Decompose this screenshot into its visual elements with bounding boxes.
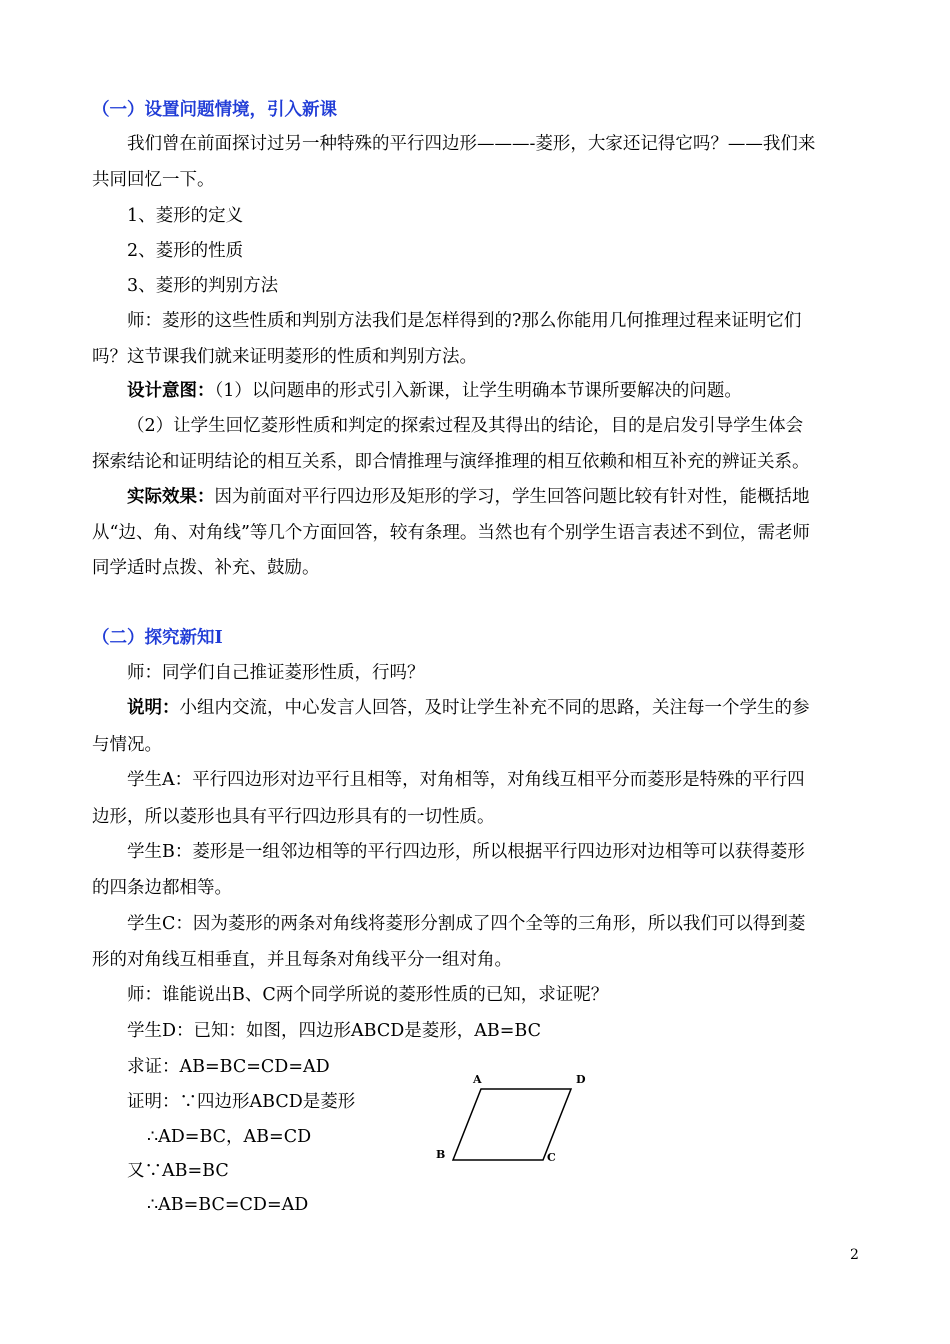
- teacher-question-2: 师：同学们自己推证菱形性质，行吗？: [127, 663, 425, 683]
- vertex-label-a: A: [473, 1073, 482, 1086]
- student-a-line-2: 边形，所以菱形也具有平行四边形具有的一切性质。: [92, 807, 495, 827]
- section-1-heading: （一）设置问题情境，引入新课: [92, 100, 337, 120]
- design-intent-text: （1）以问题串的形式引入新课，让学生明确本节课所要解决的问题。: [214, 381, 742, 401]
- teacher-question-line-2: 吗？这节课我们就来证明菱形的性质和判别方法。: [92, 347, 477, 367]
- proof-line-1: 证明：∵四边形ABCD是菱形: [127, 1092, 356, 1112]
- list-item-2: 2、菱形的性质: [127, 241, 244, 261]
- teacher-question-line-1: 师：菱形的这些性质和判别方法我们是怎样得到的?那么你能用几何推理过程来证明它们: [127, 311, 802, 331]
- teacher-question-3: 师：谁能说出B、C两个同学所说的菱形性质的已知，求证呢？: [127, 985, 609, 1005]
- student-d-given: 学生D：已知：如图，四边形ABCD是菱形，AB=BC: [127, 1021, 542, 1041]
- vertex-label-c: C: [547, 1151, 556, 1164]
- vertex-label-d: D: [576, 1073, 586, 1086]
- list-item-3: 3、菱形的判别方法: [127, 276, 279, 296]
- rhombus-shape: [453, 1089, 571, 1160]
- vertex-label-b: B: [436, 1148, 446, 1161]
- list-item-1: 1、菱形的定义: [127, 206, 244, 226]
- student-b-line-1: 学生B：菱形是一组邻边相等的平行四边形，所以根据平行四边形对边相等可以获得菱形: [127, 842, 805, 862]
- note-line-1: [127, 696, 810, 720]
- prove-statement: 求证：AB=BC=CD=AD: [127, 1057, 330, 1077]
- design-intent-line-3: 探索结论和证明结论的相互关系，即合情推理与演绎推理的相互依赖和相互补充的辨证关系。: [92, 452, 810, 472]
- paragraph-intro-line-2: 共同回忆一下。: [92, 170, 215, 190]
- actual-effect-line-2: 从“边、角、对角线”等几个方面回答，较有条理。当然也有个别学生语言表述不到位，需老师: [92, 523, 810, 543]
- proof-line-3: 又∵AB=BC: [127, 1161, 229, 1181]
- actual-effect-label: 实际效果：: [127, 487, 215, 507]
- design-intent-line-2: （2）让学生回忆菱形性质和判定的探索过程及其得出的结论，目的是启发引导学生体会: [127, 416, 804, 436]
- note-line-2: 与情况。: [92, 735, 162, 755]
- student-b-line-2: 的四条边都相等。: [92, 878, 232, 898]
- proof-line-4: ∴AB=BC=CD=AD: [147, 1195, 309, 1215]
- student-c-line-2: 形的对角线互相垂直，并且每条对角线平分一组对角。: [92, 950, 512, 970]
- student-a-line-1: 学生A：平行四边形对边平行且相等，对角相等，对角线互相平分而菱形是特殊的平行四: [127, 770, 805, 790]
- proof-line-2: ∴AD=BC，AB=CD: [147, 1127, 312, 1147]
- note-text: 小组内交流，中心发言人回答，及时让学生补充不同的思路，关注每一个学生的参: [179, 698, 810, 718]
- paragraph-intro-line-1: 我们曾在前面探讨过另一种特殊的平行四边形———-菱形，大家还记得它吗？——我们来: [127, 134, 816, 154]
- design-intent-line-1: [127, 379, 742, 403]
- page-number: 2: [850, 1247, 859, 1263]
- actual-effect-line-1: [127, 485, 810, 509]
- section-2-heading: （二）探究新知Ⅰ: [92, 628, 223, 648]
- note-label: 说明：: [127, 698, 180, 718]
- design-intent-label: 设计意图：: [127, 381, 215, 401]
- actual-effect-line-3: 同学适时点拨、补充、鼓励。: [92, 558, 320, 578]
- student-c-line-1: 学生C：因为菱形的两条对角线将菱形分割成了四个全等的三角形，所以我们可以得到菱: [127, 914, 806, 934]
- actual-effect-text: 因为前面对平行四边形及矩形的学习，学生回答问题比较有针对性，能概括地: [214, 487, 810, 507]
- rhombus-figure: [428, 1066, 598, 1171]
